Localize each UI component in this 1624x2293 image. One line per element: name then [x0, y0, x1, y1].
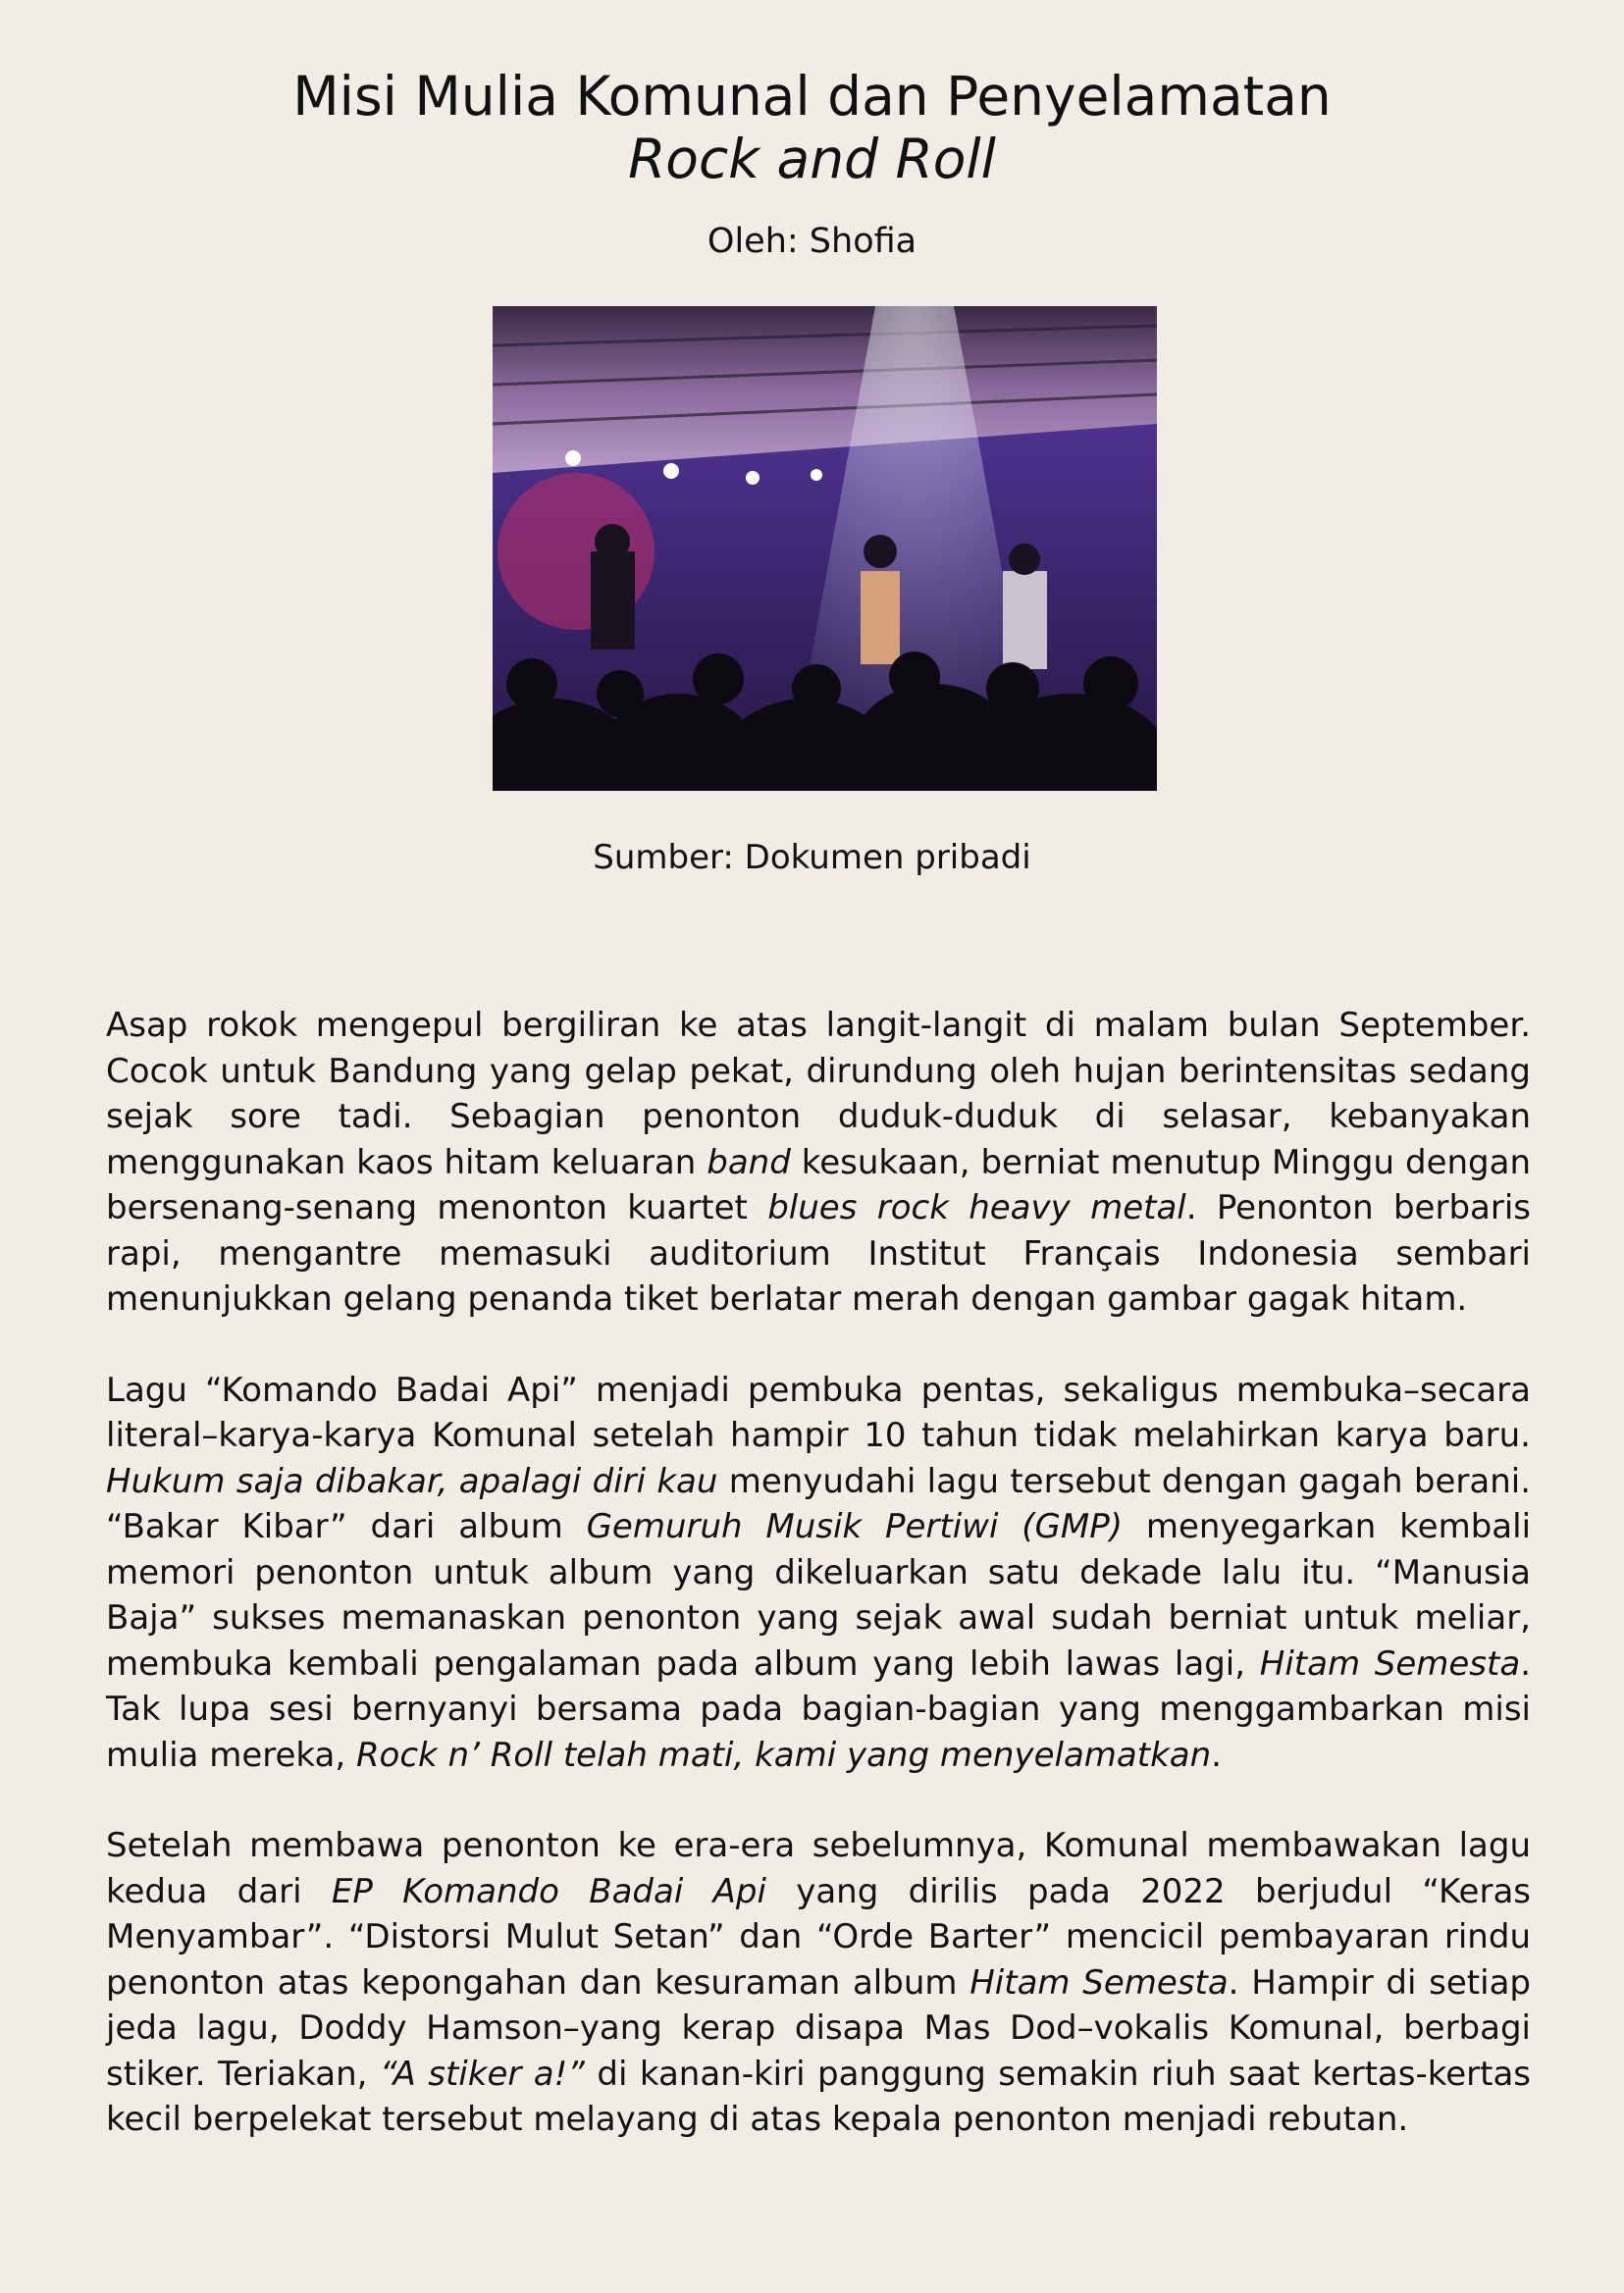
paragraph-italic: EP Komando Badai Api [331, 1871, 766, 1911]
paragraph-text: Asap rokok mengepul bergiliran ke atas langit-langit di malam bulan September. Cocok untuk Bandung yang gelap pekat, dirundung oleh hujan berintensitas sedang sejak sore tadi. Sebagian penonton duduk-duduk di selasar, kebanyakan menggunakan kaos hitam keluaran [106, 1006, 1531, 1182]
paragraph-text: . Tak lupa sesi bernyanyi bersama pada bagian-bagian yang menggambarkan misi mulia mereka, [106, 1643, 1531, 1775]
paragraph-text: menyudahi lagu tersebut dengan gagah berani. “Bakar Kibar” dari album [106, 1461, 1531, 1546]
concert-photo [493, 306, 1157, 791]
paragraph-text: menyegarkan kembali memori penonton untuk album yang dikeluarkan satu dekade lalu itu. “Manusia Baja” sukses memanaskan penonton yang sejak awal sudah berniat untuk meliar, membuka kembali pengalaman pada album yang lebih lawas lagi, [106, 1507, 1532, 1684]
paragraph-italic: Hitam Semesta [969, 1962, 1229, 2003]
paragraph-text: yang dirilis pada 2022 berjudul “Keras Menyambar”. “Distorsi Mulut Setan” dan “Orde Barter” mencicil pembayaran rindu penonton atas kepongahan dan kesuraman album [106, 1871, 1531, 2003]
paragraph-text: di kanan-kiri panggung semakin riuh saat kertas-kertas kecil berpelekat tersebut melayang di atas kepala penonton menjadi rebutan. [106, 2054, 1531, 2139]
paragraph-2 [106, 1368, 1531, 1779]
author-byline: Oleh: Shofia [707, 222, 917, 261]
paragraph-italic: Gemuruh Musik Pertiwi (GMP) [586, 1507, 1123, 1546]
article-body [106, 1003, 1531, 2188]
paragraph-text: Lagu “Komando Badai Api” menjadi pembuka pentas, sekaligus membuka–secara literal–karya-karya Komunal setelah hampir 10 tahun tidak melahirkan karya baru. [106, 1370, 1531, 1455]
paragraph-text: . Hampir di setiap jeda lagu, Doddy Hamson–yang kerap disapa Mas Dod–vokalis Komunal, berbagi stiker. Teriakan, [106, 1962, 1531, 2094]
paragraph-italic: band [707, 1142, 791, 1182]
paragraph-italic: Hitam Semesta [1259, 1643, 1521, 1684]
paragraph-text: Setelah membawa penonton ke era-era sebelumnya, Komunal membawakan lagu kedua dari [106, 1826, 1531, 1911]
paragraph-italic: Hukum saja dibakar, apalagi diri kau [106, 1461, 718, 1501]
concert-photo-illustration [493, 306, 1157, 791]
paragraph-text: . [1211, 1735, 1222, 1775]
title-line-2: Rock and Roll [628, 128, 996, 190]
paragraph-3 [106, 1823, 1531, 2143]
article-title [0, 65, 1624, 190]
photo-caption: Sumber: Dokumen pribadi [593, 838, 1031, 877]
paragraph-italic: “A stiker a!” [379, 2054, 585, 2094]
paragraph-italic: blues rock heavy metal [767, 1188, 1186, 1227]
paragraph-text: . Penonton berbaris rapi, mengantre memasuki auditorium Institut Français Indonesia sembari menunjukkan gelang penanda tiket berlatar merah dengan gambar gagak hitam. [106, 1188, 1532, 1319]
paragraph-text: kesukaan, berniat menutup Minggu dengan bersenang-senang menonton kuartet [106, 1142, 1532, 1227]
paragraph-1 [106, 1003, 1531, 1323]
title-line-1: Misi Mulia Komunal dan Penyelamatan [292, 65, 1332, 128]
paragraph-italic: Rock n’ Roll telah mati, kami yang menyelamatkan [355, 1735, 1212, 1775]
